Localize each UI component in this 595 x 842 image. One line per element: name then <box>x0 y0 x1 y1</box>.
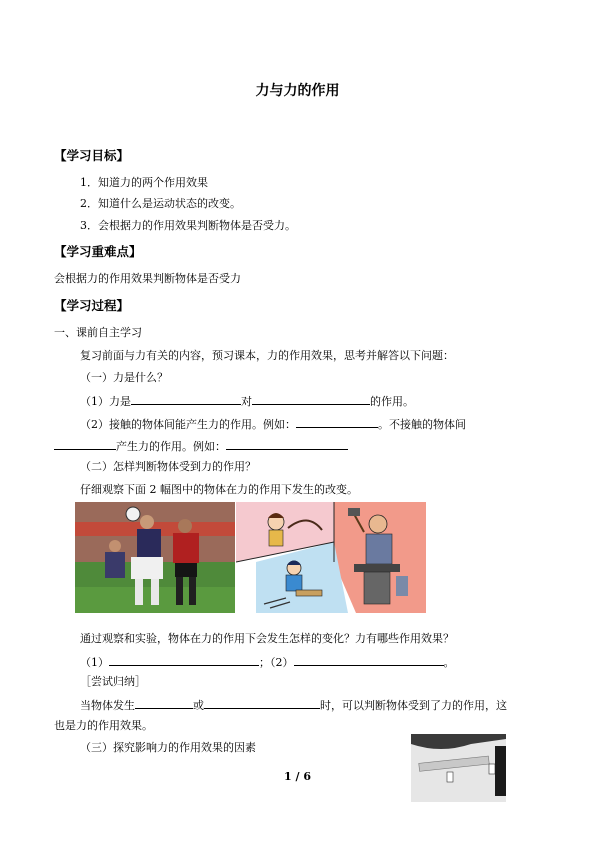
key-point-text: 会根据力的作用效果判断物体是否受力 <box>54 272 241 285</box>
section-heading-goals: 【学习目标】 <box>54 148 130 163</box>
answer-blank[interactable] <box>204 697 320 709</box>
part-heading: 一、课前自主学习 <box>54 326 142 339</box>
fill-line-4: （1） ；（2） 。 <box>80 656 455 669</box>
experiment-photo <box>411 734 506 802</box>
question-heading: （一）力是什么？ <box>80 371 168 384</box>
question-heading: （二）怎样判断物体受到力的作用？ <box>80 460 256 473</box>
fill-line-1: （1）力是 对 的作用。 <box>80 395 414 408</box>
goal-item: 1．知道力的两个作用效果 <box>80 176 208 189</box>
answer-blank[interactable] <box>252 393 370 405</box>
answer-blank[interactable] <box>54 438 116 450</box>
answer-blank[interactable] <box>294 654 444 666</box>
fill-line-3: 产生力的作用。例如： <box>54 438 348 454</box>
fill-line-5: 当物体发生 或 时，可以判断物体受到了力的作用，这 <box>80 699 507 712</box>
summary-continuation: 也是力的作用效果。 <box>54 719 153 732</box>
question-desc: 仔细观察下面 2 幅图中的物体在力的作用下发生的改变。 <box>80 483 358 496</box>
question-heading: （三）探究影响力的作用效果的因素 <box>80 741 256 754</box>
summary-heading: ［尝试归纳］ <box>80 675 146 688</box>
goal-item: 2．知道什么是运动状态的改变。 <box>80 197 241 210</box>
answer-blank[interactable] <box>296 416 378 428</box>
intro-text: 复习前面与力有关的内容，预习课本，力的作用效果，思考并解答以下问题： <box>80 349 454 362</box>
fill-line-2: （2）接触的物体间能产生力的作用。例如： 。不接触的物体间 <box>80 418 466 431</box>
page-number: 1 / 6 <box>284 770 311 783</box>
answer-blank[interactable] <box>109 654 259 666</box>
goal-item: 3．会根据力的作用效果判断物体是否受力。 <box>80 219 296 232</box>
question-ask: 通过观察和实验，物体在力的作用下会发生怎样的变化？力有哪些作用效果？ <box>80 632 454 645</box>
page-title: 力与力的作用 <box>255 83 340 99</box>
answer-blank[interactable] <box>135 697 193 709</box>
answer-blank[interactable] <box>131 393 241 405</box>
cartoon-illustration <box>236 502 426 613</box>
answer-blank[interactable] <box>226 438 348 450</box>
soccer-photo <box>75 502 235 613</box>
section-heading-key-points: 【学习重难点】 <box>54 244 142 259</box>
section-heading-process: 【学习过程】 <box>54 298 130 313</box>
